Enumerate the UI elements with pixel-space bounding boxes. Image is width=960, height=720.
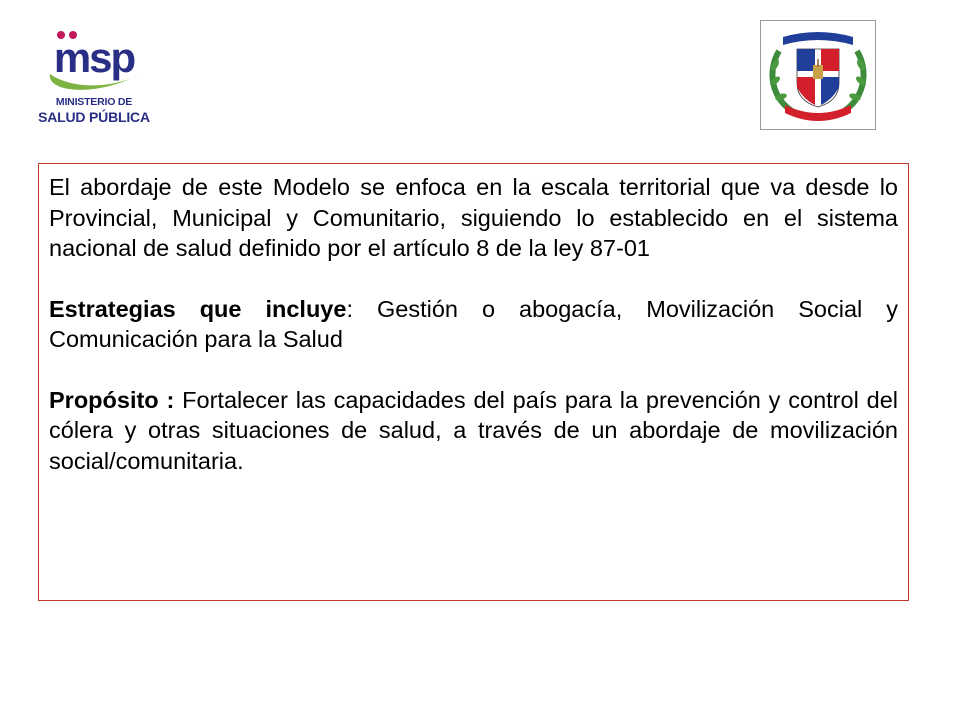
content-box (38, 163, 909, 601)
msp-logo (36, 22, 152, 132)
purpose-label: Propósito : (49, 386, 175, 413)
logo-line2: SALUD PÚBLICA (38, 109, 150, 125)
paragraph-model-scope: El abordaje de este Modelo se enfoca en la escala territorial que va desde lo Provincial, Municipal y Comunitario, siguiendo lo establecido en el sistema nacional de salud definido por el artículo 8 de la ley 87-01 (49, 174, 898, 261)
strategies-text: : Gestión o abogacía, Movilización Social y Comunicación para la Salud (49, 295, 898, 352)
strategies-label: Estrategias que incluye (49, 295, 347, 322)
msp-monogram-icon (36, 22, 152, 96)
coat-of-arms-icon (761, 21, 875, 129)
msp-monogram-text: msp (53, 34, 135, 81)
paragraph-strategies (49, 294, 898, 355)
coat-of-arms (760, 20, 876, 130)
logo-line1: MINISTERIO DE (55, 96, 133, 108)
paragraph-purpose (49, 385, 898, 477)
purpose-text: Fortalecer las capacidades del país para la prevención y control del cólera y otras situaciones de salud, a través de un abordaje de movilización social/comunitaria. (49, 386, 898, 474)
